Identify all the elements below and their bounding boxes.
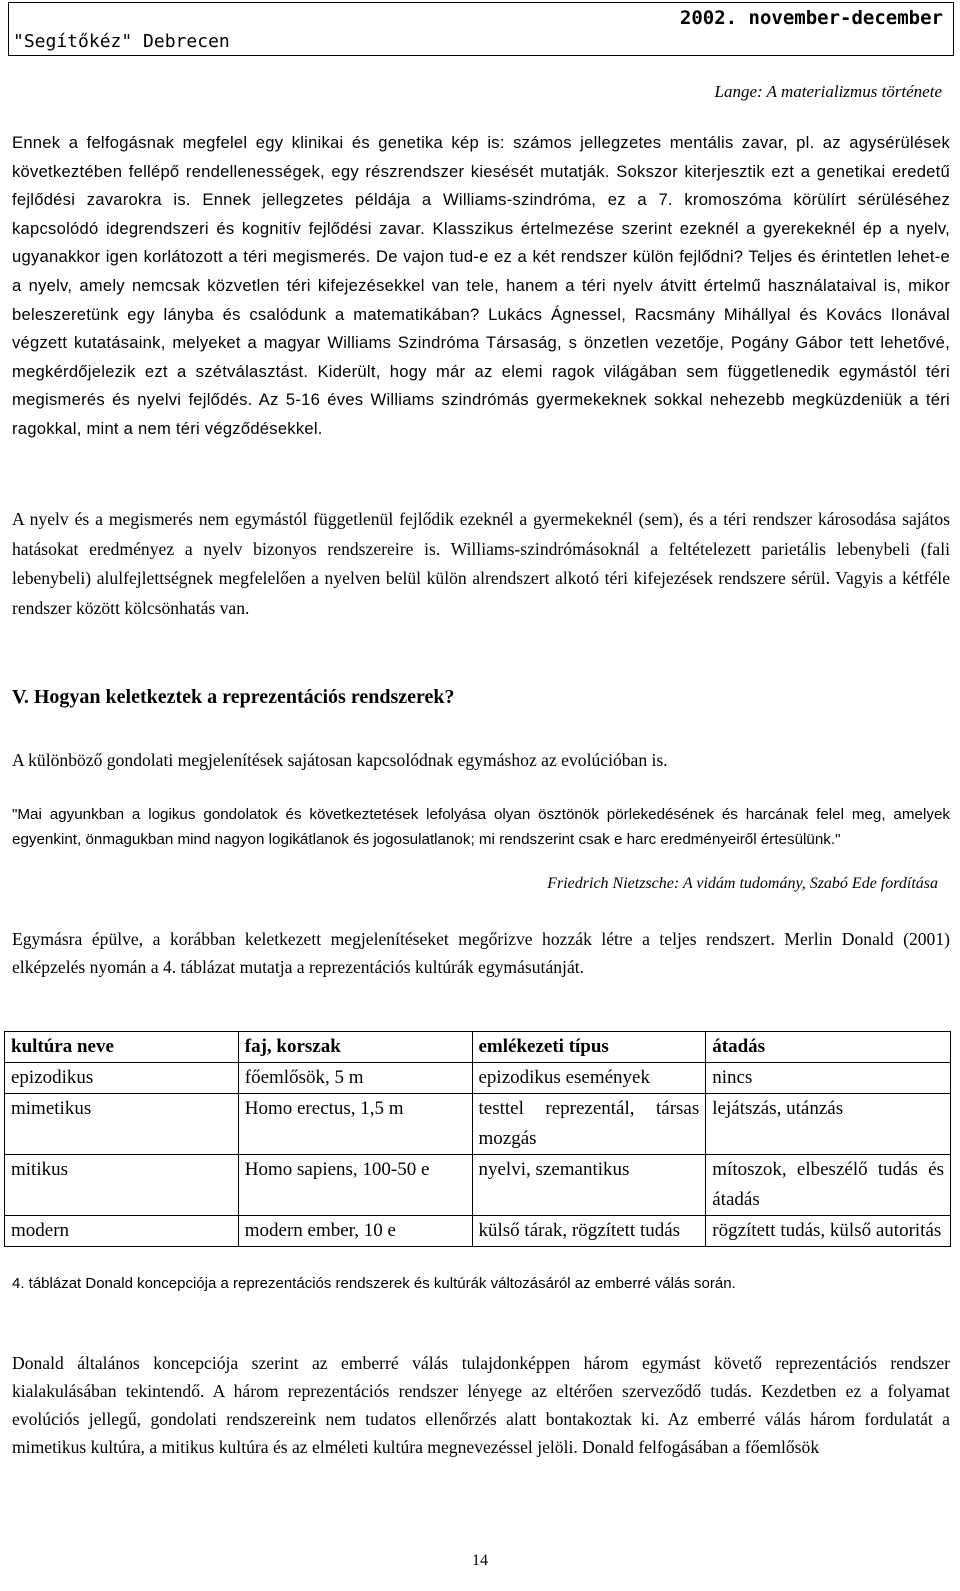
table-header-cell: faj, korszak: [238, 1032, 472, 1063]
page-header: [8, 2, 954, 56]
table-cell: epizodikus események: [472, 1063, 706, 1094]
paragraph-3: A különböző gondolati megjelenítések sajátosan kapcsolódnak egymáshoz az evolúcióban is.: [12, 750, 668, 770]
table-cell: mimetikus: [5, 1094, 239, 1155]
table-header-cell: kultúra neve: [5, 1032, 239, 1063]
quote-source: Friedrich Nietzsche: A vidám tudomány, Szabó Ede fordítása: [547, 875, 938, 892]
table-cell: Homo sapiens, 100-50 e: [238, 1155, 472, 1216]
table-row: [5, 1155, 951, 1216]
table-caption: 4. táblázat Donald koncepciója a reprezentációs rendszerek és kultúrák változásáról az emberré válás során.: [12, 1275, 736, 1292]
table-row: [5, 1094, 951, 1155]
table-cell: rögzített tudás, külső autoritás: [706, 1216, 951, 1247]
table-cell: modern ember, 10 e: [238, 1216, 472, 1247]
table-row: [5, 1216, 951, 1247]
article-subtitle: Lange: A materializmus története: [714, 82, 942, 101]
table-header-cell: átadás: [706, 1032, 951, 1063]
table-cell: modern: [5, 1216, 239, 1247]
table-cell: mitikus: [5, 1155, 239, 1216]
table-cell: nincs: [706, 1063, 951, 1094]
table-cell: lejátszás, utánzás: [706, 1094, 951, 1155]
table-header-cell: emlékezeti típus: [472, 1032, 706, 1063]
table-cell: testtel reprezentál, társas mozgás: [472, 1094, 706, 1155]
paragraph-1: Ennek a felfogásnak megfelel egy klinikai és genetika kép is: számos jellegzetes mentális zavar, pl. az agysérülések következtében fellépő rendellenességek, egy részrendszer kiesését mutatják. Sokszor kiterjesztik ezt a genetikai eredetű fejlődési zavarokra is. Ennek jellegzetes példája a Williams-szindróma, ez a 7. kromoszóma körülírt sérüléséhez kapcsolódó idegrendszeri és kognitív fejlődési zavar. Klasszikus értelmezése szerint ezeknél a gyerekeknél ép a nyelv, ugyanakkor igen korlátozott a téri megismerés. De vajon tud-e ez a két rendszer külön fejlődni? Teljes és érintetlen lehet-e a nyelv, amely nemcsak közvetlen téri kifejezésekkel van tele, hanem a téri nyelv átvitt értelmű használataival is, mikor beleszeretünk egy lányba és csalódunk a matematikában? Lukács Ágnessel, Racsmány Mihállyal és Kovács Ilonával végzett kutatásaink, melyeket a magyar Williams Szindróma Társaság, s önzetlen vezetője, Pogány Gábor tett lehetővé, megkérdőjelezik ezt a szétválasztást. Kiderült, hogy már az elemi ragok világában sem függetlenedik egymástól téri megismerés és nyelvi fejlődés. Az 5-16 éves Williams szindrómás gyermekeknek sokkal nehezebb megküzdeniük a téri ragokkal, mint a nem téri végződésekkel.: [12, 133, 950, 438]
header-date: 2002. november-december: [679, 7, 943, 29]
table-cell: Homo erectus, 1,5 m: [238, 1094, 472, 1155]
table-cell: külső tárak, rögzített tudás: [472, 1216, 706, 1247]
table-cell: főemlősök, 5 m: [238, 1063, 472, 1094]
table-cell: mítoszok, elbeszélő tudás és átadás: [706, 1155, 951, 1216]
table-header-row: [5, 1032, 951, 1063]
paragraph-2: A nyelv és a megismerés nem egymástól függetlenül fejlődik ezeknél a gyermekeknél (sem), és a téri rendszer károsodása sajátos hatásokat eredményez a nyelv bizonyos rendszereire is. Williams-szindrómásoknál a feltételezett parietális lebenybeli (fali lebenybeli) alulfejlettségnek megfelelően a nyelven belül külön alrendszert alkotó téri kifejezések rendszere sérül. Vagyis a kétféle rendszer között kölcsönhatás van.: [12, 509, 950, 618]
quote-text: "Mai agyunkban a logikus gondolatok és következtetések lefolyása olyan ösztönök pörlekedésének és harcának felel meg, amelyek egyenkint, önmagukban mind nagyon logikátlanok és jogosulatlanok; mi rendszerint csak e harc eredményeiről értesülünk.": [12, 806, 950, 848]
header-organization: "Segítőkéz" Debrecen: [13, 31, 230, 52]
paragraph-4: Egymásra épülve, a korábban keletkezett megjelenítéseket megőrizve hozzák létre a teljes rendszert. Merlin Donald (2001) elképzelés nyomán a 4. táblázat mutatja a reprezentációs kultúrák egymásutánját.: [12, 929, 950, 977]
paragraph-5: Donald általános koncepciója szerint az emberré válás tulajdonképpen három egymást követő reprezentációs rendszer kialakulásában tekintendő. A három reprezentációs rendszer lényege az eltérően szerveződő tudás. Kezdetben ez a folyamat evolúciós jellegű, gondolati rendszereink nem tudatos ellenőrzés alatt bontakoztak ki. Az emberré válás három fordulatát a mimetikus kultúra, a mitikus kultúra és az elméleti kultúra megnevezéssel jelöli. Donald felfogásában a főemlősök: [12, 1353, 950, 1457]
table-cell: nyelvi, szemantikus: [472, 1155, 706, 1216]
table-cell: epizodikus: [5, 1063, 239, 1094]
page-number: 14: [472, 1552, 488, 1569]
table-row: [5, 1063, 951, 1094]
representation-table: [4, 1031, 951, 1247]
section-heading: V. Hogyan keletkeztek a reprezentációs rendszerek?: [12, 686, 455, 708]
